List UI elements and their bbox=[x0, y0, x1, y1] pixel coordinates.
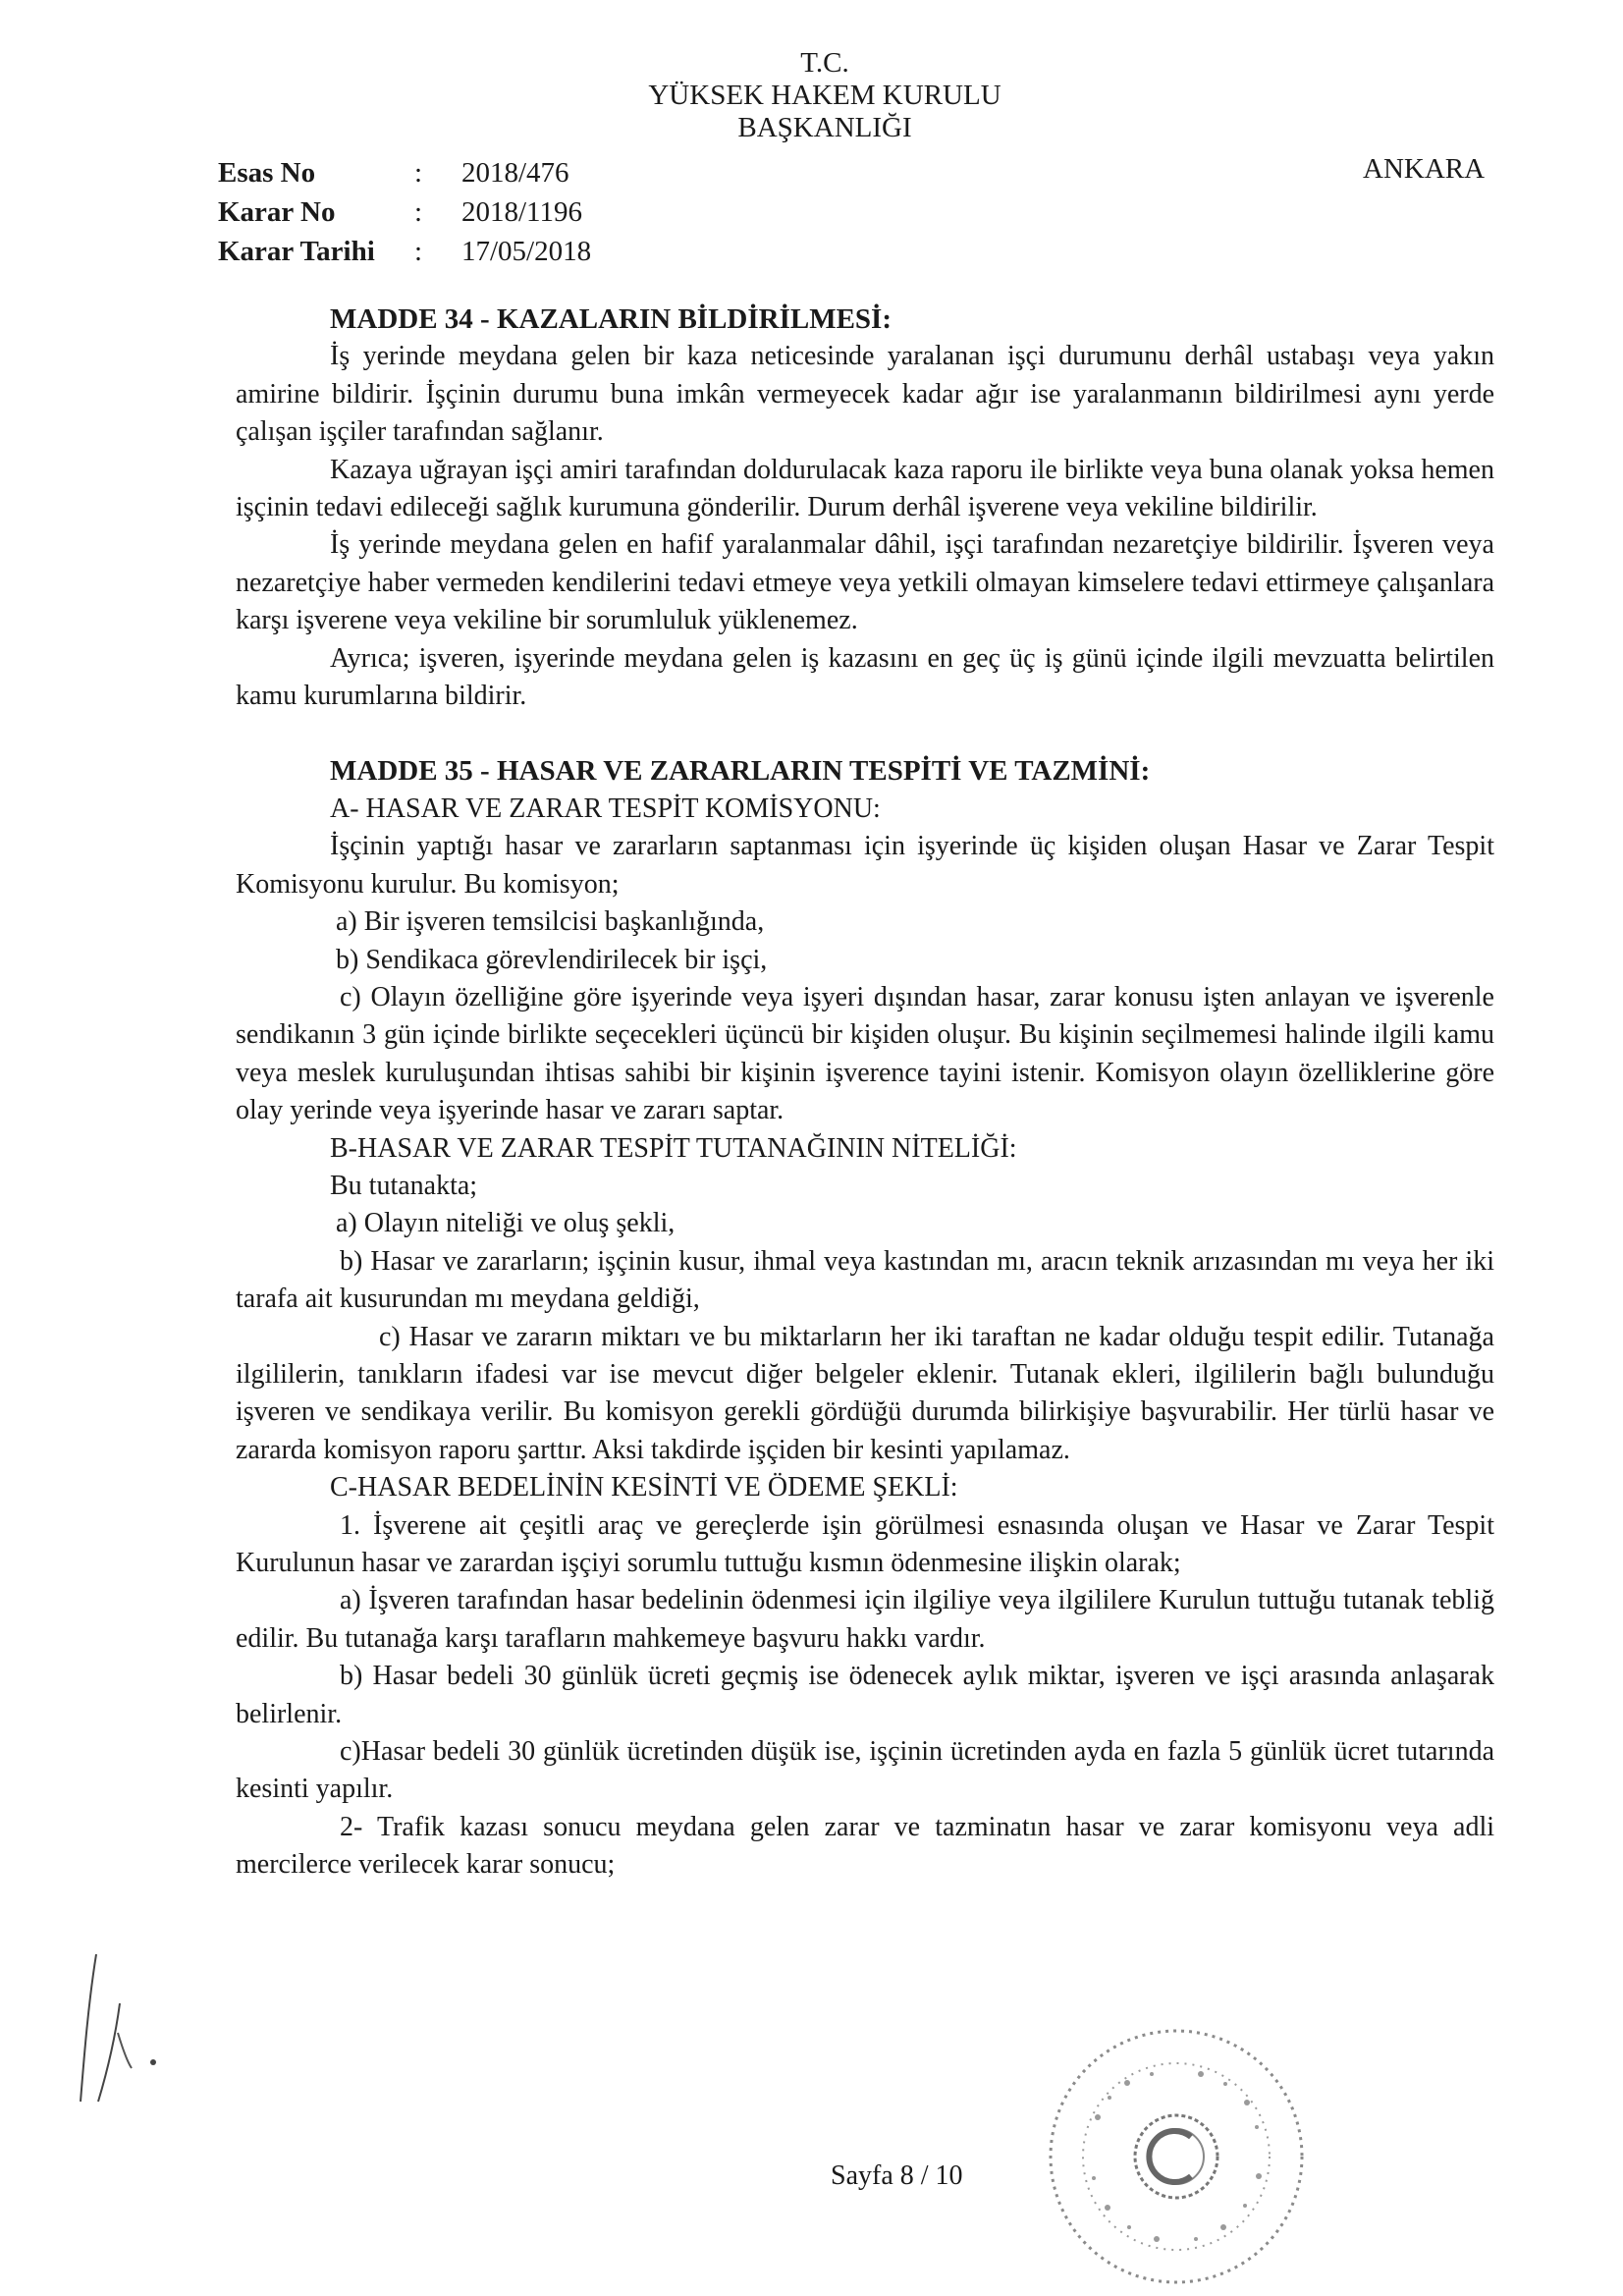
section-c-title: C-HASAR BEDELİNİN KESİNTİ VE ÖDEME ŞEKLİ: bbox=[330, 1472, 958, 1503]
header-line-presidency: BAŞKANLIĞI bbox=[737, 112, 912, 143]
header-line-tc: T.C. bbox=[800, 47, 849, 79]
list-item: 2- Trafik kazası sonucu meydana gelen zarar ve tazminatın hasar ve zarar komisyonu veya adli mercilerce verilecek karar sonucu; bbox=[236, 1811, 1494, 1881]
article-35-heading: MADDE 35 - HASAR VE ZARARLARIN TESPİTİ VE TAZMİNİ: bbox=[330, 755, 1151, 788]
meta-value: 2018/476 bbox=[461, 157, 569, 189]
list-item: a) Olayın niteliği ve oluş şekli, bbox=[336, 1208, 676, 1239]
paragraph: Bu tutanakta; bbox=[330, 1170, 478, 1201]
meta-label: Karar Tarihi bbox=[218, 236, 375, 267]
document-body bbox=[236, 301, 1494, 1885]
meta-value: 17/05/2018 bbox=[461, 236, 592, 267]
list-item: b) Hasar ve zararların; işçinin kusur, ihmal veya kastından mı, aracın teknik arızasından mı veya her iki tarafa ait kusurundan mı meydana geldiği, bbox=[236, 1245, 1494, 1315]
handwritten-initial bbox=[59, 1944, 177, 2111]
list-item: a) Bir işveren temsilcisi başkanlığında, bbox=[336, 906, 765, 938]
meta-label: Esas No bbox=[218, 157, 316, 189]
official-seal-stamp bbox=[1029, 2009, 1324, 2294]
meta-row-karar bbox=[218, 192, 591, 232]
paragraph: Ayrıca; işveren, işyerinde meydana gelen iş kazasını en geç üç iş günü içinde ilgili mevzuatta belirtilen kamu kurumlarına bildirir. bbox=[236, 642, 1494, 712]
section-b-title: B-HASAR VE ZARAR TESPİT TUTANAĞININ NİTELİĞİ: bbox=[330, 1132, 1017, 1164]
meta-row-tarih bbox=[218, 232, 591, 271]
list-item: 1. İşverene ait çeşitli araç ve gereçlerde işin görülmesi esnasında oluşan ve Hasar ve Zarar Tespit Kurulunun hasar ve zarardan işçiyi sorumlu tuttuğu kısmın ödenmesine ilişkin olarak; bbox=[236, 1509, 1494, 1578]
list-item: c)Hasar bedeli 30 günlük ücretinden düşük ise, işçinin ücretinden ayda en fazla 5 günlük ücret tutarında kesinti yapılır. bbox=[236, 1736, 1494, 1805]
meta-separator: : bbox=[414, 236, 423, 267]
meta-value: 2018/1196 bbox=[461, 196, 582, 228]
page-number: Sayfa 8 / 10 bbox=[831, 2160, 963, 2191]
case-metadata bbox=[218, 153, 591, 271]
header-line-institution: YÜKSEK HAKEM KURULU bbox=[648, 80, 1001, 111]
meta-label: Karar No bbox=[218, 196, 336, 228]
meta-separator: : bbox=[414, 196, 423, 228]
section-a-title: A- HASAR VE ZARAR TESPİT KOMİSYONU: bbox=[330, 793, 881, 824]
list-item: c) Olayın özelliğine göre işyerinde veya işyeri dışından hasar, zarar konusu işten anlayan ve işverenle sendikanın 3 gün içinde birlikte seçecekleri üçüncü bir kişiden oluşur. Bu kişinin seçilmemesi halinde ilgili kamu veya meslek kuruluşundan ihtisas sahibi bir kişinin işverence tayini istenir. Komisyon olayın özelliklerine göre olay yerinde veya işyerinde hasar ve zararı saptar. bbox=[236, 981, 1494, 1126]
city-label: ANKARA bbox=[1363, 153, 1486, 185]
list-item: b) Hasar bedeli 30 günlük ücreti geçmiş ise ödenecek aylık miktar, işveren ve işçi arasında anlaşarak belirlenir. bbox=[236, 1661, 1494, 1729]
paragraph: İş yerinde meydana gelen en hafif yaralanmalar dâhil, işçi tarafından nezaretçiye bildirilir. İşveren veya nezaretçiye haber vermeden kendilerini tedavi etmeye veya yetkili olmayan kimselere tedavi ettirmeye çalışanlara karşı işverene veya vekiline bir sorumluluk yüklenemez. bbox=[236, 529, 1494, 636]
list-item: b) Sendikaca görevlendirilecek bir işçi, bbox=[336, 944, 768, 975]
list-item: c) Hasar ve zararın miktarı ve bu miktarların her iki taraftan ne kadar olduğu tespit edilir. Tutanağa ilgililerin, tanıkların ifadesi var ise mevcut diğer belgeler eklenir. Tutanak ekleri, ilgililerin bağlı bulunduğu işveren ve sendikaya verilir. Bu komisyon gerekli gördüğü durumda bilirkişiye başvurabilir. Her türlü hasar ve zararda komisyon raporu şarttır. Aksi takdirde işçiden bir kesinti yapılamaz. bbox=[236, 1321, 1494, 1465]
meta-separator: : bbox=[414, 157, 423, 189]
paragraph: İşçinin yaptığı hasar ve zararların saptanması için işyerinde üç kişiden oluşan Hasar ve Zarar Tespit Komisyonu kurulur. Bu komisyon; bbox=[236, 831, 1494, 900]
paragraph: Kazaya uğrayan işçi amiri tarafından doldurulacak kaza raporu ile birlikte veya buna olanak yoksa hemen işçinin tedavi edileceği sağlık kurumuna gönderilir. Durum derhâl işverene veya vekiline bildirilir. bbox=[236, 454, 1494, 523]
meta-row-esas bbox=[218, 153, 591, 192]
paragraph: İş yerinde meydana gelen bir kaza neticesinde yaralanan işçi durumunu derhâl ustabaşı veya yakın amirine bildirir. İşçinin durumu buna imkân vermeyecek kadar ağır ise yaralanmanın bildirilmesi aynı yerde çalışan işçiler tarafından sağlanır. bbox=[236, 341, 1494, 448]
article-34-heading: MADDE 34 - KAZALARIN BİLDİRİLMESİ: bbox=[330, 303, 892, 335]
list-item: a) İşveren tarafından hasar bedelinin ödenmesi için ilgiliye veya ilgililere Kurulun tuttuğu tutanak tebliğ edilir. Bu tutanağa karşı tarafların mahkemeye başvuru hakkı vardır. bbox=[236, 1585, 1494, 1654]
institution-header bbox=[550, 47, 1100, 144]
